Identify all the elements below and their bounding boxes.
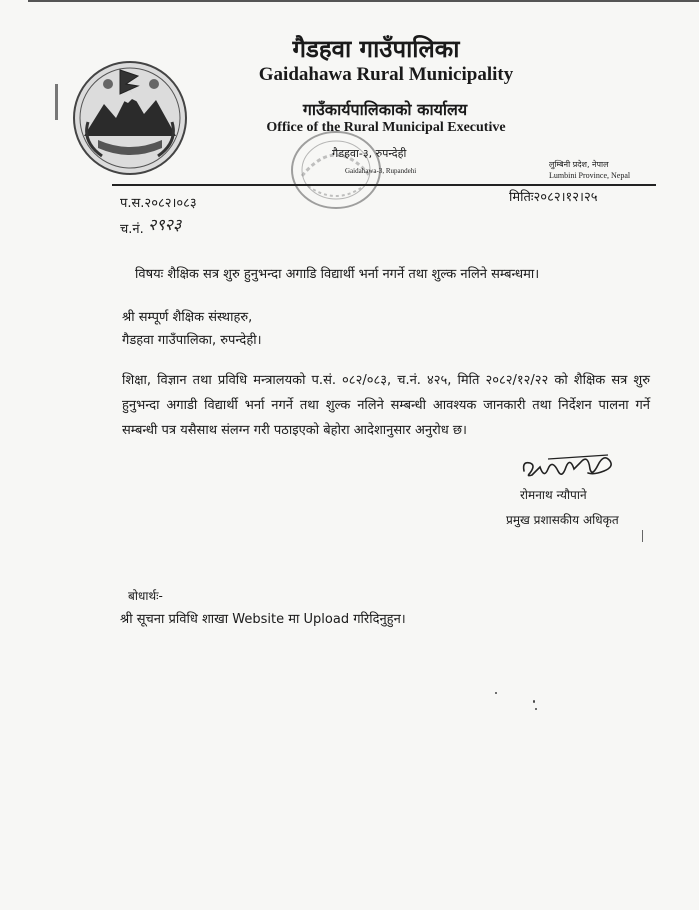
letter-subject: विषयः शैक्षिक सत्र शुरु हुनुभन्दा अगाडि विद्यार्थी भर्ना नगर्ने तथा शुल्क नलिने सम्बन्धमा। <box>135 267 540 282</box>
scan-speck <box>535 708 537 710</box>
province-nepali: लुम्बिनी प्रदेश, नेपाल <box>549 160 609 169</box>
executive-office-nepali: गाउँकार्यपालिकाको कार्यालय <box>302 100 468 119</box>
margin-mark <box>55 84 58 120</box>
office-address-nepali: गैडहवा-३, रुपन्देही <box>332 147 407 160</box>
province-english: Lumbini Province, Nepal <box>549 171 631 180</box>
recipient-line-2: गैडहवा गाउँपालिका, रुपन्देही। <box>122 333 262 348</box>
nepal-emblem-logo <box>68 56 192 180</box>
executive-office-english: Office of the Rural Municipal Executive <box>266 120 506 135</box>
scan-speck <box>495 692 497 694</box>
header-divider <box>112 184 656 186</box>
scan-speck <box>533 700 535 703</box>
reference-number: प.स.२०८२।०८३ <box>120 196 197 211</box>
office-name-english: Gaidahawa Rural Municipality <box>258 64 514 85</box>
signer-title: प्रमुख प्रशासकीय अधिकृत <box>506 513 619 527</box>
top-edge-line <box>28 0 699 6</box>
letter-date: मितिः२०८२।१२।२५ <box>509 190 598 205</box>
office-name-nepali: गैडहवा गाउँपालिका <box>292 35 460 63</box>
office-address-english: Gaidahawa-3, Rupandehi <box>345 167 417 175</box>
signer-name: रोमनाथ न्यौपाने <box>520 488 587 502</box>
margin-tick <box>642 530 647 542</box>
letter-body: शिक्षा, विज्ञान तथा प्रविधि मन्त्रालयको प.सं. ०८२/०८३, च.नं. ४२५, मिति २०८२/१२/२२ को शैक्षिक सत्र शुरु हुनुभन्दा अगाडी विद्यार्थी भर्ना नगर्ने तथा शुल्क नलिने सम्बन्धी आवश्यक जानकारी तथा निर्देशन पालना गर्ने सम्बन्धी पत्र यसैसाथ संलग्न गरी पठाइएको बेहोरा आदेशानुसार अनुरोध छ। <box>122 373 650 438</box>
recipient-line-1: श्री सम्पूर्ण शैक्षिक संस्थाहरु, <box>122 310 253 325</box>
dispatch-number: २९२३ <box>148 215 182 234</box>
cc-label: बोधार्थः- <box>128 589 163 603</box>
dispatch-label: च.नं. <box>120 222 144 237</box>
handwritten-signature <box>518 449 618 485</box>
cc-recipient: श्री सूचना प्रविधि शाखा Website मा Upload गरिदिनुहुन। <box>120 612 406 627</box>
